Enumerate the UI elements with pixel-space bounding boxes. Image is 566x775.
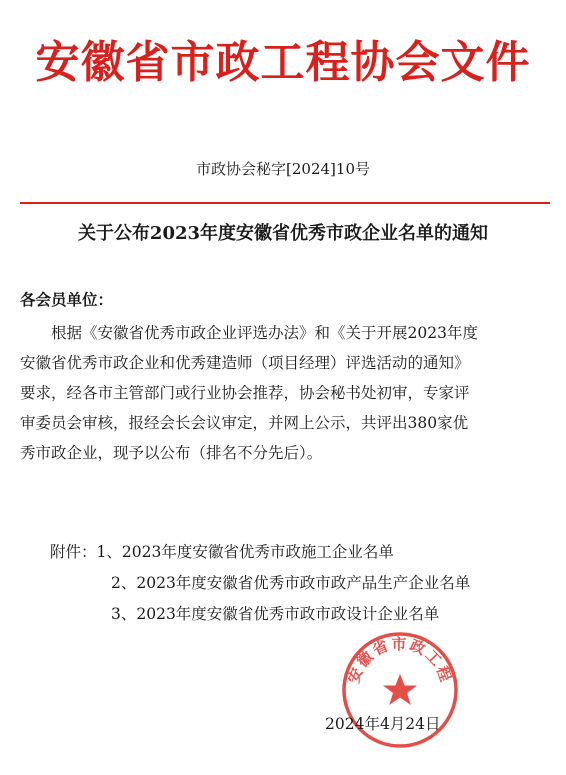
attachment-row xyxy=(50,537,470,568)
attachment-item: 1、2023年度安徽省优秀市政施工企业名单 xyxy=(96,543,394,561)
body-paragraph xyxy=(20,318,548,468)
seal-text: 安徽省市政工程 xyxy=(344,634,456,686)
body-line: 要求，经各市主管部门或行业协会推荐，协会秘书处初审，专家评 xyxy=(20,384,470,402)
body-line: 审委员会审核，报经会长会议审定，并网上公示，共评出380家优 xyxy=(20,414,469,432)
document-number: 市政协会秘字[2024]10号 xyxy=(196,160,370,178)
salutation: 各会员单位： xyxy=(20,290,114,309)
header-divider-rule xyxy=(20,202,550,204)
body-line: 根据《安徽省优秀市政企业评选办法》和《关于开展2023年度 xyxy=(51,324,478,342)
attachments-label: 附件： xyxy=(50,543,97,561)
document-header-title: 安徽省市政工程协会文件 xyxy=(35,37,531,88)
body-line: 安徽省优秀市政企业和优秀建造师（项目经理）评选活动的通知》 xyxy=(20,354,470,372)
body-line: 秀市政企业，现予以公布（排名不分先后）。 xyxy=(20,444,323,462)
attachment-item: 3、2023年度安徽省优秀市政市政设计企业名单 xyxy=(111,605,440,623)
attachments-list xyxy=(50,537,470,630)
document-date: 2024年4月24日 xyxy=(325,715,441,733)
attachment-item: 2、2023年度安徽省优秀市政市政产品生产企业名单 xyxy=(111,574,471,592)
star-icon xyxy=(383,674,417,705)
notice-title: 关于公布2023年度安徽省优秀市政企业名单的通知 xyxy=(77,223,489,244)
